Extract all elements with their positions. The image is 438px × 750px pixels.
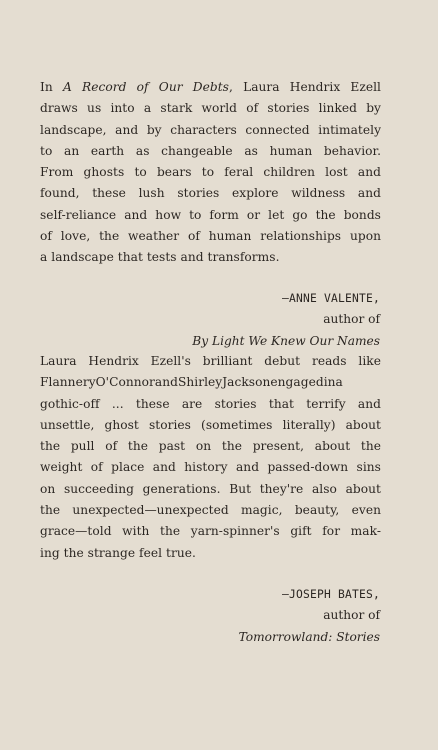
blurb-line: the pull of the past on the present, about the <box>40 439 381 454</box>
blurb-line: grace—told with the yarn-spinner's gift for mak- <box>40 524 381 539</box>
blurb-line: self-reliance and how to form or let go the bonds <box>40 207 381 222</box>
blurb-line: draws us into a stark world of stories linked by <box>40 101 381 116</box>
attribution-byline <box>239 584 380 627</box>
attribution-anne-valente <box>192 288 380 352</box>
blurb-line: weight of place and history and passed-down sins <box>40 460 381 475</box>
blurb-line: found, these lush stories explore wildness and <box>40 186 381 201</box>
author-role: author of <box>323 608 380 623</box>
attribution-byline <box>192 288 380 331</box>
blurb-line: From ghosts to bears to feral children lost and <box>40 165 381 180</box>
blurb-line: on succeeding generations. But they're also about <box>40 481 381 496</box>
blurb-text: In <box>40 80 63 94</box>
author-name: —JOSEPH BATES, <box>281 588 380 601</box>
blurb-line: FlanneryO'ConnorandShirleyJacksonengagedina <box>40 375 343 390</box>
blurb-line: landscape, and by characters connected intimately <box>40 122 381 137</box>
author-work: By Light We Knew Our Names <box>192 333 380 348</box>
author-work: Tomorrowland: Stories <box>238 629 380 644</box>
author-role: author of <box>323 312 380 327</box>
blurb-line: a landscape that tests and transforms. <box>40 250 280 265</box>
blurb-line: ing the strange feel true. <box>40 545 196 560</box>
blurb-anne-valente <box>40 77 381 269</box>
author-name: —ANNE VALENTE, <box>281 292 380 305</box>
attribution-joseph-bates <box>239 584 380 648</box>
book-title: A Record of Our Debts <box>62 80 229 94</box>
blurb-line: of love, the weather of human relationships upon <box>40 229 381 244</box>
blurb-joseph-bates <box>40 351 381 564</box>
blurb-line <box>40 77 381 98</box>
blurb-text: , Laura Hendrix Ezell <box>228 80 381 94</box>
blurb-line: to an earth as changeable as human behavior. <box>40 143 381 158</box>
blurb-line: Laura Hendrix Ezell's brilliant debut reads like <box>40 354 381 368</box>
blurb-line: unsettle, ghost stories (sometimes literally) about <box>40 417 381 432</box>
blurb-line: gothic-off ... these are stories that terrify and <box>40 396 381 411</box>
blurb-line: the unexpected—unexpected magic, beauty, even <box>40 503 381 518</box>
